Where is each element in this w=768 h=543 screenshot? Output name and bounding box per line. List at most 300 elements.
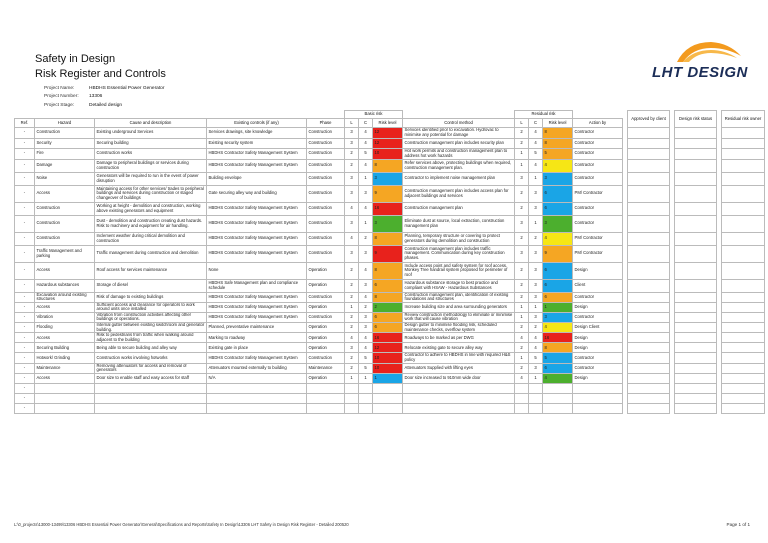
cell-control-method [403,393,515,403]
table-row [15,353,765,363]
cell-cause: Damage to peripheral buildings or services during construction [95,159,207,172]
table-row [15,262,765,279]
cell-existing-controls: HBDHS Contractor Safety Management System [207,302,307,312]
cell-risk-level: 10 [373,353,403,363]
cell-residual-c: 3 [529,279,543,292]
cell-hazard: Construction [35,215,95,232]
cell-residual-l: 1 [515,302,529,312]
cell-residual-c: 3 [529,185,543,202]
cell-residual-risk-level: 5 [543,149,573,160]
cell-hazard: Traffic Management and parking [35,245,95,262]
cell-phase: Construction [307,232,345,245]
cell-cause: Securing building [95,138,207,149]
cell-phase: Construction [307,159,345,172]
design-risk-status-header: Design risk status [675,111,717,128]
cell-design-risk-status [675,292,717,302]
cell-cause: Inclement weather during critical demolition and construction [95,232,207,245]
cell-action-by: Design [573,302,623,312]
cell-ref: - [15,202,35,215]
cell-control-method: Construction management plan [403,202,515,215]
cell-residual-risk-owner [722,302,765,312]
cell-design-risk-status [675,232,717,245]
cell-action-by: Contractor [573,292,623,302]
cell-residual-c: 1 [529,373,543,383]
cell-c: 4 [359,202,373,215]
cell-phase: Construction [307,172,345,185]
cell-hazard: Construction [35,128,95,139]
project-name: HBDHS Essential Power Generator [89,85,165,91]
residual-risk-header: Residual risk [515,111,573,119]
cell-residual-risk-owner [722,292,765,302]
cell-residual-l: 2 [515,262,529,279]
table-row [15,323,765,333]
cell-existing-controls: HBDHS Safe Management plan and compliance schedule [207,279,307,292]
cell-c: 5 [359,353,373,363]
col-residual-risk-level: Risk level [543,119,573,128]
cell-l: 4 [345,333,359,343]
project-stage-label: Project Stage: [44,102,75,108]
cell-residual-risk-owner [722,202,765,215]
table-row [15,202,765,215]
cell-residual-risk-level: 6 [543,363,573,373]
cell-residual-l: 1 [515,353,529,363]
cell-residual-risk-level: 6 [543,185,573,202]
cell-ref: - [15,363,35,373]
col-action-by: Action by [573,119,623,128]
cell-control-method: Construction management plan includes security plan [403,138,515,149]
risk-register-table [14,110,765,414]
cell-approved-by-client [628,159,670,172]
cell-residual-c [529,403,543,413]
cell-risk-level: 8 [373,159,403,172]
cell-l: 3 [345,138,359,149]
cell-action-by: PM/ Contractor [573,245,623,262]
cell-approved-by-client [628,343,670,353]
col-ref: Ref. [15,119,35,128]
cell-residual-risk-owner [722,245,765,262]
cell-existing-controls: N/A [207,373,307,383]
cell-residual-risk-owner [722,363,765,373]
cell-cause: Being able to secure building and alley way [95,343,207,353]
cell-residual-c: 1 [529,215,543,232]
cell-ref: - [15,149,35,160]
cell-residual-risk-level: 16 [543,333,573,343]
cell-cause [95,393,207,403]
cell-l: 3 [345,245,359,262]
cell-design-risk-status [675,185,717,202]
cell-cause: Roof access for services maintenance [95,262,207,279]
cell-c: 4 [359,138,373,149]
cell-ref: - [15,215,35,232]
cell-hazard [35,383,95,393]
cell-phase: Construction [307,312,345,322]
cell-action-by: Client [573,279,623,292]
cell-residual-risk-owner [722,172,765,185]
cell-existing-controls [207,403,307,413]
cell-hazard: Damage [35,159,95,172]
cell-residual-risk-owner [722,323,765,333]
cell-residual-l: 2 [515,202,529,215]
cell-design-risk-status [675,343,717,353]
cell-residual-risk-level: 8 [543,128,573,139]
cell-residual-l: 3 [515,172,529,185]
cell-risk-level: 16 [373,202,403,215]
project-name-label: Project Name: [44,85,75,91]
cell-residual-l [515,383,529,393]
cell-hazard: Access [35,262,95,279]
cell-cause: Sufficient access and clearance for operators to work around units once installed [95,302,207,312]
cell-action-by: Contractor [573,312,623,322]
cell-phase: Construction [307,138,345,149]
cell-control-method: Refer services above, protecting buildings when required, construction management plan. [403,159,515,172]
cell-residual-risk-owner [722,383,765,393]
cell-design-risk-status [675,403,717,413]
cell-ref: - [15,172,35,185]
cell-c: 3 [359,245,373,262]
cell-risk-level [373,383,403,393]
cell-c [359,393,373,403]
cell-residual-c: 4 [529,128,543,139]
cell-approved-by-client [628,353,670,363]
project-stage: Detailed design [89,102,123,108]
cell-l: 3 [345,343,359,353]
cell-cause: Vibration from construction activities affecting other buildings or operations. [95,312,207,322]
cell-cause [95,383,207,393]
cell-phase: Construction [307,353,345,363]
cell-risk-level: 16 [373,333,403,343]
cell-residual-risk-owner [722,343,765,353]
table-row [15,373,765,383]
cell-risk-level: 6 [373,323,403,333]
logo-text: LHT DESIGN [652,64,748,81]
cell-risk-level: 10 [373,363,403,373]
cell-hazard [35,393,95,403]
cell-risk-level: 10 [373,149,403,160]
project-number-label: Project Number: [44,94,79,100]
cell-hazard: Access [35,185,95,202]
residual-risk-owner-header: Residual risk owner [722,111,765,128]
cell-residual-c: 4 [529,159,543,172]
cell-residual-risk-owner [722,159,765,172]
cell-residual-risk-owner [722,215,765,232]
cell-risk-level: 8 [373,232,403,245]
cell-l: 1 [345,373,359,383]
cell-l: 2 [345,149,359,160]
cell-residual-risk-level: 9 [543,245,573,262]
cell-risk-level: 6 [373,279,403,292]
cell-action-by: Design Client [573,323,623,333]
cell-phase: Construction [307,245,345,262]
col-existing-controls: Existing controls (if any) [207,119,307,128]
cell-residual-l: 2 [515,292,529,302]
cell-hazard: Access [35,333,95,343]
table-row [15,312,765,322]
cell-design-risk-status [675,393,717,403]
cell-l: 2 [345,159,359,172]
cell-hazard: Access [35,302,95,312]
cell-phase: Construction [307,149,345,160]
cell-approved-by-client [628,215,670,232]
cell-residual-l: 4 [515,373,529,383]
cell-control-method: Contractor to implement noise management plan [403,172,515,185]
cell-l [345,403,359,413]
cell-ref: - [15,323,35,333]
cell-design-risk-status [675,172,717,185]
cell-residual-c: 5 [529,149,543,160]
cell-action-by: Contractor [573,159,623,172]
cell-risk-level: 9 [373,245,403,262]
cell-l: 2 [345,262,359,279]
cell-approved-by-client [628,403,670,413]
cell-action-by: Design [573,373,623,383]
cell-design-risk-status [675,323,717,333]
cell-residual-l: 2 [515,279,529,292]
cell-phase: Construction [307,292,345,302]
table-row [15,138,765,149]
cell-residual-risk-level: 4 [543,323,573,333]
cell-residual-risk-level: 8 [543,138,573,149]
cell-ref: - [15,302,35,312]
cell-c: 4 [359,343,373,353]
col-c: C [359,119,373,128]
cell-phase: Operation [307,323,345,333]
cell-existing-controls: Attenuators mounted externally to building [207,363,307,373]
table-row [15,172,765,185]
cell-residual-c: 3 [529,262,543,279]
cell-phase: Operation [307,262,345,279]
cell-residual-l: 2 [515,138,529,149]
cell-ref: - [15,383,35,393]
cell-ref: - [15,292,35,302]
cell-residual-c: 3 [529,312,543,322]
cell-l: 3 [345,172,359,185]
cell-residual-l: 2 [515,363,529,373]
cell-residual-risk-level [543,383,573,393]
cell-approved-by-client [628,279,670,292]
cell-cause: Door size to enable staff and easy access for staff [95,373,207,383]
cell-risk-level: 2 [373,302,403,312]
cell-design-risk-status [675,302,717,312]
approved-by-client-header: Approved by client [628,111,670,128]
cell-l: 2 [345,292,359,302]
cell-control-method: Contractor to adhere to HBDHS in line with required H&S policy [403,353,515,363]
cell-residual-risk-owner [722,353,765,363]
cell-hazard: Hotwork/ Grinding [35,353,95,363]
cell-residual-l: 2 [515,128,529,139]
cell-hazard: Excavation around existing structures [35,292,95,302]
col-hazard: Hazard [35,119,95,128]
cell-control-method: Increase building size and area surrounding generators [403,302,515,312]
cell-design-risk-status [675,353,717,363]
cell-design-risk-status [675,333,717,343]
cell-existing-controls [207,383,307,393]
cell-phase [307,383,345,393]
cell-approved-by-client [628,128,670,139]
col-control-method: Control method [403,119,515,128]
cell-c: 4 [359,159,373,172]
cell-control-method: Hot work permits and construction management plan to address hot work hazards [403,149,515,160]
cell-cause: Dust - demolition and construction creating dust hazards. Risk to machinery and equipment for air handling. [95,215,207,232]
cell-control-method [403,403,515,413]
cell-cause: Internal gutter between existing switchroom and generator building. [95,323,207,333]
cell-ref: - [15,232,35,245]
basic-risk-header: Basic risk [345,111,403,119]
cell-existing-controls: Gate securing alley way and building [207,185,307,202]
cell-phase: Maintenance [307,363,345,373]
project-info [44,84,164,110]
cell-existing-controls: Building envelope [207,172,307,185]
cell-cause: Construction works involving hotworks [95,353,207,363]
cell-approved-by-client [628,333,670,343]
cell-residual-risk-owner [722,279,765,292]
cell-residual-risk-level: 3 [543,215,573,232]
cell-control-method: Hazardous substance storage to best practice and compliant with HSAW - Hazardous Substances [403,279,515,292]
cell-c: 3 [359,185,373,202]
cell-residual-risk-owner [722,138,765,149]
cell-ref: - [15,279,35,292]
cell-c: 1 [359,373,373,383]
cell-phase: Operation [307,333,345,343]
cell-approved-by-client [628,185,670,202]
cell-phase: Construction [307,185,345,202]
cell-residual-risk-level: 3 [543,312,573,322]
risk-register-body [15,128,765,414]
cell-approved-by-client [628,312,670,322]
cell-residual-l: 1 [515,149,529,160]
title-line-2: Risk Register and Controls [35,68,166,80]
group-header-row [15,111,765,119]
cell-design-risk-status [675,202,717,215]
cell-risk-level: 3 [373,172,403,185]
cell-residual-l: 4 [515,333,529,343]
cell-ref: - [15,312,35,322]
cell-action-by: PM/ Contractor [573,232,623,245]
cell-ref: - [15,262,35,279]
cell-existing-controls: HBDHS Contractor Safety Management System [207,215,307,232]
cell-existing-controls: HBDHS Contractor Safety Management System [207,245,307,262]
cell-risk-level [373,403,403,413]
cell-approved-by-client [628,262,670,279]
cell-l [345,383,359,393]
cell-approved-by-client [628,363,670,373]
table-row [15,185,765,202]
cell-residual-c: 3 [529,202,543,215]
cell-c: 5 [359,149,373,160]
cell-residual-risk-level: 6 [543,262,573,279]
cell-approved-by-client [628,302,670,312]
cell-c: 1 [359,172,373,185]
cell-residual-risk-owner [722,185,765,202]
cell-c [359,403,373,413]
cell-residual-risk-owner [722,262,765,279]
cell-existing-controls: Marking to roadway [207,333,307,343]
cell-design-risk-status [675,149,717,160]
col-risk-level: Risk level [373,119,403,128]
cell-residual-l: 1 [515,312,529,322]
cell-design-risk-status [675,159,717,172]
cell-c: 3 [359,323,373,333]
cell-control-method: Roadways to be marked as per DWG [403,333,515,343]
cell-action-by: Contractor [573,172,623,185]
cell-c: 4 [359,292,373,302]
cell-residual-risk-level: 3 [543,172,573,185]
cell-l [345,393,359,403]
cell-control-method: Eliminate dust at source, local extraction, construction management plan [403,215,515,232]
cell-phase: Construction [307,202,345,215]
cell-hazard: Fire [35,149,95,160]
cell-ref: - [15,138,35,149]
cell-action-by: Contractor [573,138,623,149]
cell-approved-by-client [628,292,670,302]
cell-hazard: Vibration [35,312,95,322]
cell-phase [307,403,345,413]
cell-existing-controls: HBDHS Contractor Safety Management System [207,149,307,160]
cell-residual-c [529,393,543,403]
table-row [15,245,765,262]
cell-cause: Storage of diesel [95,279,207,292]
cell-ref: - [15,403,35,413]
cell-cause: Maintaining access for other services/ trades to peripheral buildings and services during construction or staged changeover of buildings [95,185,207,202]
cell-c: 3 [359,279,373,292]
cell-control-method: Design gutter to minimise flooding risk, scheduled maintenance checks, overflow system [403,323,515,333]
cell-risk-level: 8 [373,262,403,279]
cell-residual-c: 2 [529,232,543,245]
cell-cause: Generators will be required to run in the event of power disruption [95,172,207,185]
cell-ref: - [15,343,35,353]
cell-residual-l: 3 [515,215,529,232]
cell-design-risk-status [675,383,717,393]
table-row [15,403,765,413]
cell-risk-level: 3 [373,215,403,232]
cell-existing-controls: HBDHS Contractor Safety Management System [207,312,307,322]
cell-approved-by-client [628,138,670,149]
cell-ref: - [15,128,35,139]
cell-design-risk-status [675,138,717,149]
cell-phase: Operation [307,373,345,383]
cell-design-risk-status [675,215,717,232]
col-l: L [345,119,359,128]
cell-phase: Operation [307,343,345,353]
cell-ref: - [15,159,35,172]
cell-approved-by-client [628,383,670,393]
cell-design-risk-status [675,363,717,373]
cell-cause: Traffic management during construction and demolition [95,245,207,262]
cell-hazard [35,403,95,413]
cell-residual-risk-level: 4 [543,373,573,383]
cell-residual-c: 1 [529,172,543,185]
cell-hazard: Flooding [35,323,95,333]
cell-c: 4 [359,128,373,139]
cell-control-method: Review construction methodology to eliminate or minimise work that will cause vibration [403,312,515,322]
cell-residual-l: 2 [515,232,529,245]
cell-residual-risk-owner [722,232,765,245]
cell-existing-controls: Existing gate in place [207,343,307,353]
cell-action-by [573,403,623,413]
cell-l: 2 [345,363,359,373]
cell-residual-l [515,403,529,413]
table-row [15,393,765,403]
cell-c: 2 [359,232,373,245]
cell-action-by: Design [573,262,623,279]
cell-residual-l: 2 [515,343,529,353]
cell-hazard: Hazardous substances [35,279,95,292]
cell-c: 5 [359,363,373,373]
cell-control-method: Planning, temporary structure or covering to protect generators during demolition and construction [403,232,515,245]
page-title [35,52,166,82]
cell-design-risk-status [675,312,717,322]
cell-ref: - [15,353,35,363]
cell-control-method: Door size increased to 910mm wide door [403,373,515,383]
